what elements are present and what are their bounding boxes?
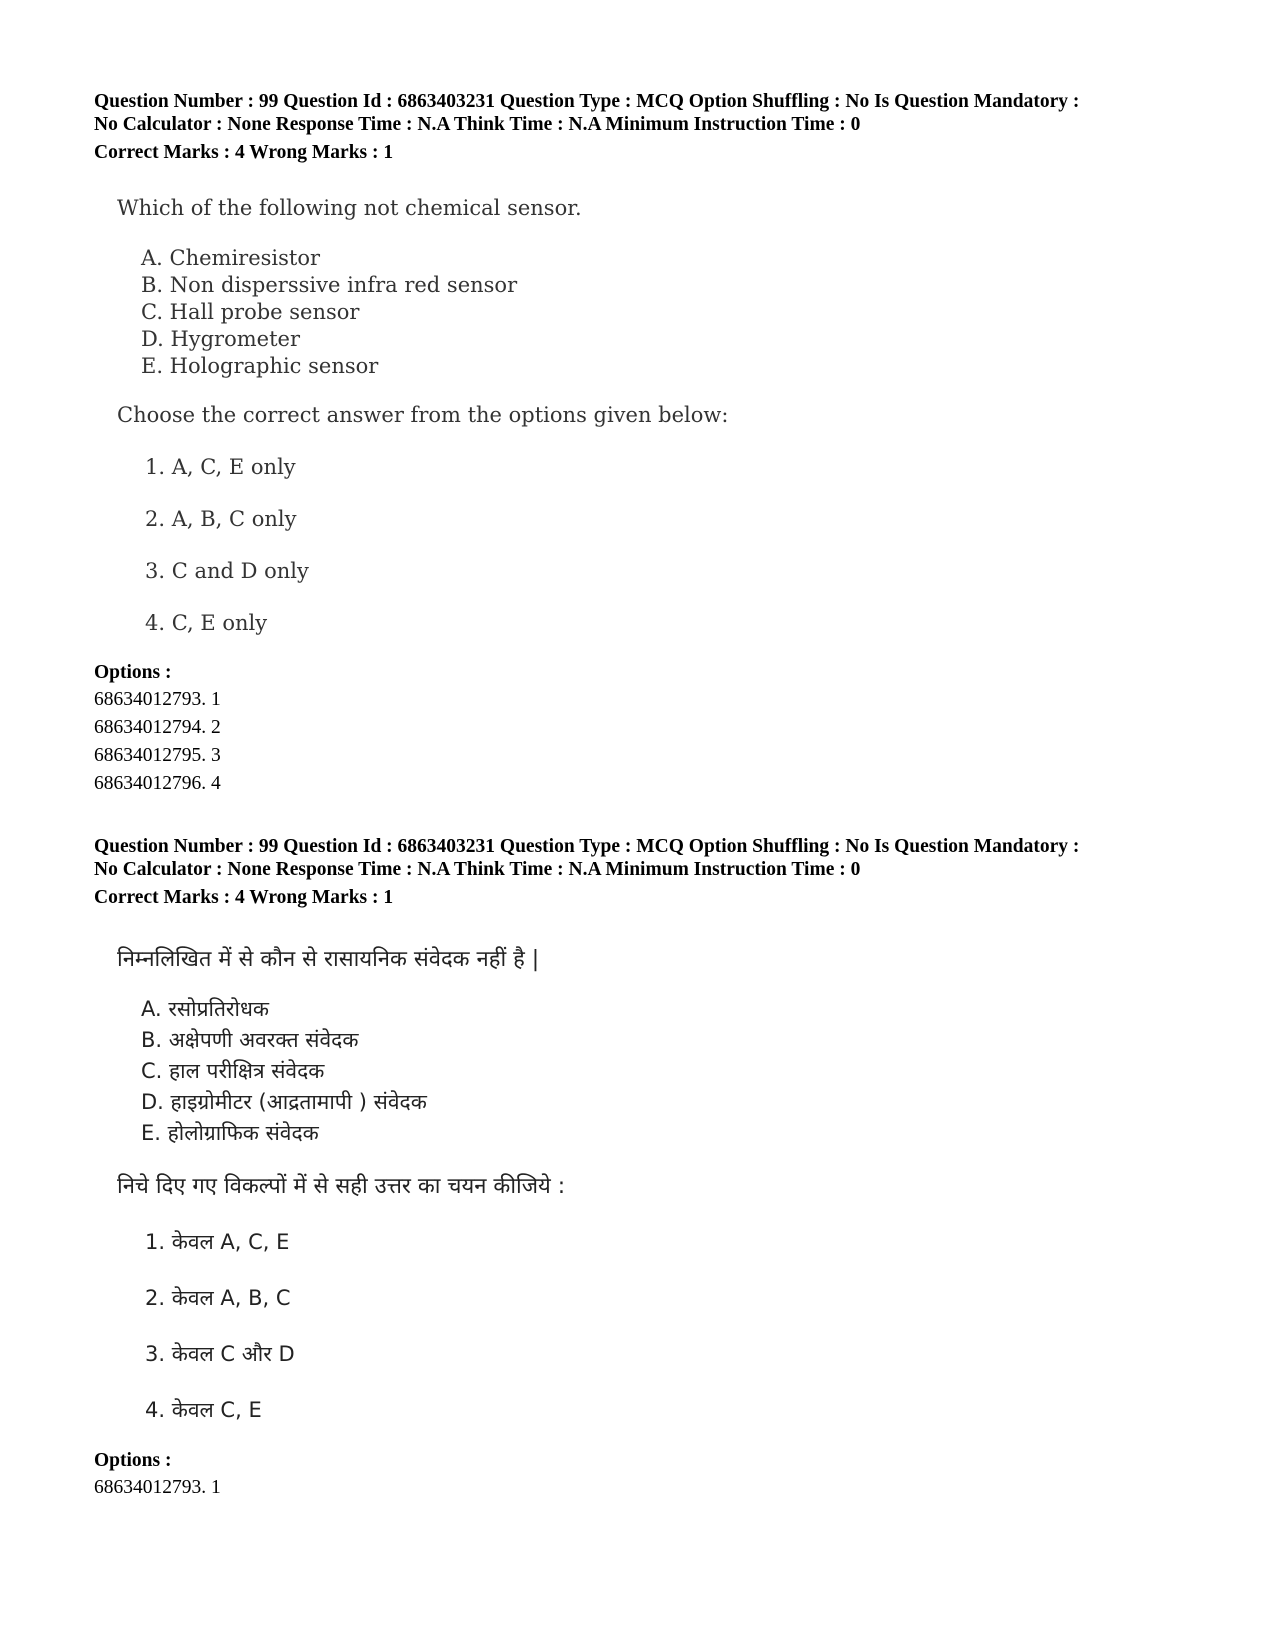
option-id-1: 68634012793. 1 — [94, 689, 221, 710]
choice-4: 4. केवल C, E — [145, 1398, 262, 1422]
statement-e: E. होलोग्राफिक संवेदक — [141, 1121, 319, 1145]
choice-3: 3. C and D only — [145, 559, 309, 583]
question-header-line-2: No Calculator : None Response Time : N.A Think Time : N.A Minimum Instruction Time : 0 — [94, 859, 861, 880]
statement-a: A. रसोप्रतिरोधक — [141, 997, 269, 1021]
choice-3: 3. केवल C और D — [145, 1342, 295, 1366]
options-label: Options : — [94, 1450, 172, 1471]
question-text: निम्नलिखित में से कौन से रासायनिक संवेदक नहीं है | — [117, 947, 540, 972]
statement-b: B. अक्षेपणी अवरक्त संवेदक — [141, 1028, 359, 1052]
statement-d: D. Hygrometer — [141, 327, 300, 351]
statement-a: A. Chemiresistor — [141, 246, 321, 270]
option-id-1: 68634012793. 1 — [94, 1477, 221, 1498]
choose-instruction: निचे दिए गए विकल्पों में से सही उत्तर का चयन कीजिये : — [117, 1174, 566, 1199]
choose-instruction: Choose the correct answer from the options given below: — [117, 403, 729, 427]
question-header-line-2: No Calculator : None Response Time : N.A Think Time : N.A Minimum Instruction Time : 0 — [94, 114, 861, 135]
question-text: Which of the following not chemical sensor. — [117, 196, 582, 220]
question-header-line-1: Question Number : 99 Question Id : 6863403231 Question Type : MCQ Option Shuffling : No Is Question Mandatory : — [94, 836, 1080, 857]
choice-2: 2. केवल A, B, C — [145, 1286, 291, 1310]
choice-1: 1. केवल A, C, E — [145, 1230, 290, 1254]
statement-c: C. हाल परीक्षित्र संवेदक — [141, 1059, 325, 1083]
choice-2: 2. A, B, C only — [145, 507, 297, 531]
choice-4: 4. C, E only — [145, 611, 268, 635]
option-id-4: 68634012796. 4 — [94, 773, 221, 794]
statement-c: C. Hall probe sensor — [141, 300, 360, 324]
marks-line: Correct Marks : 4 Wrong Marks : 1 — [94, 142, 394, 163]
option-id-3: 68634012795. 3 — [94, 745, 221, 766]
statement-e: E. Holographic sensor — [141, 354, 379, 378]
statement-b: B. Non disperssive infra red sensor — [141, 273, 518, 297]
options-label: Options : — [94, 662, 172, 683]
question-header-line-1: Question Number : 99 Question Id : 6863403231 Question Type : MCQ Option Shuffling : No Is Question Mandatory : — [94, 91, 1080, 112]
choice-1: 1. A, C, E only — [145, 455, 296, 479]
option-id-2: 68634012794. 2 — [94, 717, 221, 738]
marks-line: Correct Marks : 4 Wrong Marks : 1 — [94, 887, 394, 908]
statement-d: D. हाइग्रोमीटर (आद्रतामापी ) संवेदक — [141, 1090, 427, 1114]
